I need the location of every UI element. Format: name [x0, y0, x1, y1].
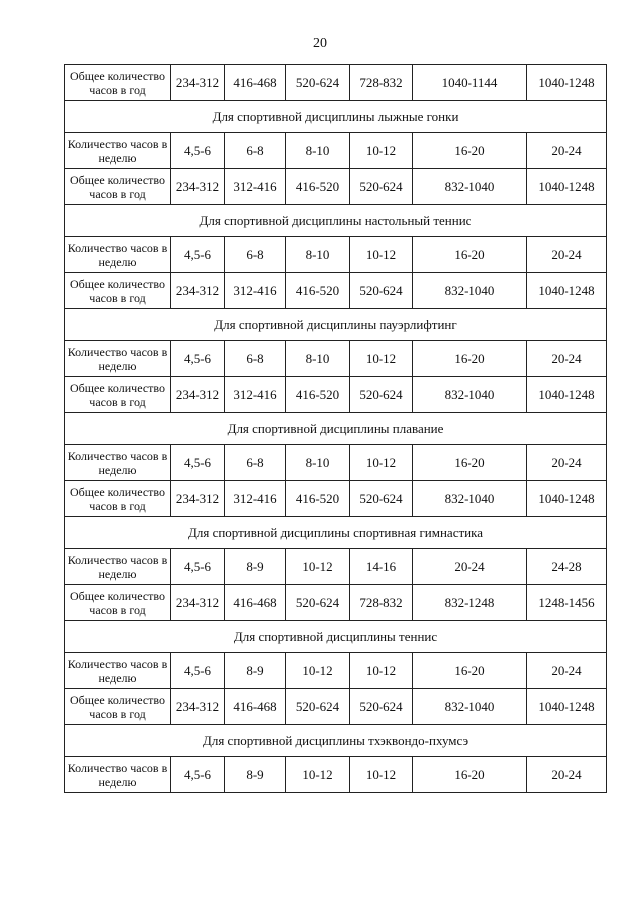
table-cell: 520-624	[350, 481, 413, 517]
table-cell: 1248-1456	[527, 585, 607, 621]
table-cell: 16-20	[413, 653, 527, 689]
table-cell: 16-20	[413, 445, 527, 481]
row-label: Общее количество часов в год	[65, 481, 171, 517]
row-label: Количество часов в неделю	[65, 133, 171, 169]
table-cell: 520-624	[350, 273, 413, 309]
section-header-row	[65, 517, 607, 549]
table-row	[65, 653, 607, 689]
table-cell: 234-312	[171, 169, 225, 205]
table-cell: 728-832	[350, 585, 413, 621]
table-cell: 234-312	[171, 689, 225, 725]
table-cell: 16-20	[413, 757, 527, 793]
table-cell: 4,5-6	[171, 549, 225, 585]
table-cell: 416-468	[225, 585, 286, 621]
section-title: Для спортивной дисциплины пауэрлифтинг	[65, 309, 607, 341]
table-cell: 728-832	[350, 65, 413, 101]
table-cell: 10-12	[350, 133, 413, 169]
table-cell: 520-624	[350, 169, 413, 205]
section-title: Для спортивной дисциплины лыжные гонки	[65, 101, 607, 133]
table-cell: 1040-1248	[527, 689, 607, 725]
section-header-row	[65, 621, 607, 653]
section-header-row	[65, 309, 607, 341]
table-cell: 520-624	[286, 585, 350, 621]
table-cell: 234-312	[171, 65, 225, 101]
table-cell: 10-12	[286, 653, 350, 689]
table-row	[65, 689, 607, 725]
table-cell: 416-468	[225, 689, 286, 725]
table-cell: 832-1040	[413, 689, 527, 725]
table-cell: 20-24	[527, 341, 607, 377]
row-label: Общее количество часов в год	[65, 169, 171, 205]
table-cell: 312-416	[225, 481, 286, 517]
table-cell: 10-12	[350, 757, 413, 793]
table-cell: 4,5-6	[171, 757, 225, 793]
row-label: Общее количество часов в год	[65, 377, 171, 413]
table-cell: 8-10	[286, 237, 350, 273]
table-cell: 832-1040	[413, 481, 527, 517]
table-cell: 520-624	[350, 689, 413, 725]
table-cell: 20-24	[527, 445, 607, 481]
table-row	[65, 273, 607, 309]
section-header-row	[65, 101, 607, 133]
section-header-row	[65, 725, 607, 757]
table-row	[65, 377, 607, 413]
table-cell: 8-9	[225, 757, 286, 793]
table-cell: 14-16	[350, 549, 413, 585]
table-cell: 20-24	[413, 549, 527, 585]
table-cell: 6-8	[225, 341, 286, 377]
table-cell: 20-24	[527, 133, 607, 169]
table-cell: 520-624	[286, 689, 350, 725]
table-cell: 16-20	[413, 237, 527, 273]
section-title: Для спортивной дисциплины тхэквондо-пхумсэ	[65, 725, 607, 757]
table-cell: 520-624	[350, 377, 413, 413]
row-label: Количество часов в неделю	[65, 445, 171, 481]
table-cell: 1040-1248	[527, 169, 607, 205]
row-label: Количество часов в неделю	[65, 237, 171, 273]
row-label: Количество часов в неделю	[65, 341, 171, 377]
table-row	[65, 445, 607, 481]
table-cell: 312-416	[225, 169, 286, 205]
table-cell: 8-9	[225, 653, 286, 689]
section-header-row	[65, 205, 607, 237]
table-cell: 234-312	[171, 273, 225, 309]
section-title: Для спортивной дисциплины теннис	[65, 621, 607, 653]
table-cell: 416-520	[286, 169, 350, 205]
table-cell: 1040-1248	[527, 481, 607, 517]
table-cell: 20-24	[527, 237, 607, 273]
row-label: Общее количество часов в год	[65, 585, 171, 621]
table-row	[65, 585, 607, 621]
table-cell: 4,5-6	[171, 445, 225, 481]
section-title: Для спортивной дисциплины плавание	[65, 413, 607, 445]
table-cell: 16-20	[413, 341, 527, 377]
table-cell: 10-12	[350, 341, 413, 377]
table-cell: 234-312	[171, 585, 225, 621]
row-label: Общее количество часов в год	[65, 65, 171, 101]
table-cell: 24-28	[527, 549, 607, 585]
page-number: 20	[313, 36, 327, 51]
table-cell: 416-520	[286, 481, 350, 517]
table-cell: 832-1248	[413, 585, 527, 621]
table-cell: 10-12	[350, 237, 413, 273]
table-cell: 312-416	[225, 273, 286, 309]
table-cell: 832-1040	[413, 169, 527, 205]
table-row	[65, 481, 607, 517]
table-cell: 1040-1144	[413, 65, 527, 101]
table-cell: 416-468	[225, 65, 286, 101]
table-cell: 8-10	[286, 341, 350, 377]
table-cell: 8-9	[225, 549, 286, 585]
row-label: Количество часов в неделю	[65, 549, 171, 585]
table-cell: 1040-1248	[527, 377, 607, 413]
table-cell: 520-624	[286, 65, 350, 101]
section-header-row	[65, 413, 607, 445]
table-cell: 1040-1248	[527, 273, 607, 309]
table-body	[65, 65, 607, 793]
table-cell: 4,5-6	[171, 653, 225, 689]
table-cell: 416-520	[286, 377, 350, 413]
section-title: Для спортивной дисциплины спортивная гимнастика	[65, 517, 607, 549]
table-cell: 1040-1248	[527, 65, 607, 101]
table-row	[65, 549, 607, 585]
table-cell: 234-312	[171, 481, 225, 517]
table-cell: 832-1040	[413, 273, 527, 309]
table-cell: 6-8	[225, 237, 286, 273]
table-row	[65, 341, 607, 377]
table-cell: 4,5-6	[171, 133, 225, 169]
table-cell: 6-8	[225, 133, 286, 169]
table-cell: 8-10	[286, 133, 350, 169]
table-cell: 8-10	[286, 445, 350, 481]
table-row	[65, 237, 607, 273]
table-row	[65, 757, 607, 793]
table-cell: 10-12	[350, 653, 413, 689]
table-cell: 832-1040	[413, 377, 527, 413]
table-row	[65, 169, 607, 205]
row-label: Количество часов в неделю	[65, 757, 171, 793]
table-cell: 20-24	[527, 653, 607, 689]
table-cell: 10-12	[286, 549, 350, 585]
row-label: Количество часов в неделю	[65, 653, 171, 689]
section-title: Для спортивной дисциплины настольный теннис	[65, 205, 607, 237]
table-cell: 4,5-6	[171, 237, 225, 273]
row-label: Общее количество часов в год	[65, 273, 171, 309]
row-label: Общее количество часов в год	[65, 689, 171, 725]
table-cell: 4,5-6	[171, 341, 225, 377]
training-hours-table	[64, 64, 607, 793]
table-cell: 234-312	[171, 377, 225, 413]
table-cell: 312-416	[225, 377, 286, 413]
table-cell: 20-24	[527, 757, 607, 793]
table-cell: 16-20	[413, 133, 527, 169]
table-cell: 10-12	[286, 757, 350, 793]
table-row	[65, 133, 607, 169]
table-cell: 6-8	[225, 445, 286, 481]
table-row	[65, 65, 607, 101]
table-cell: 10-12	[350, 445, 413, 481]
table-cell: 416-520	[286, 273, 350, 309]
